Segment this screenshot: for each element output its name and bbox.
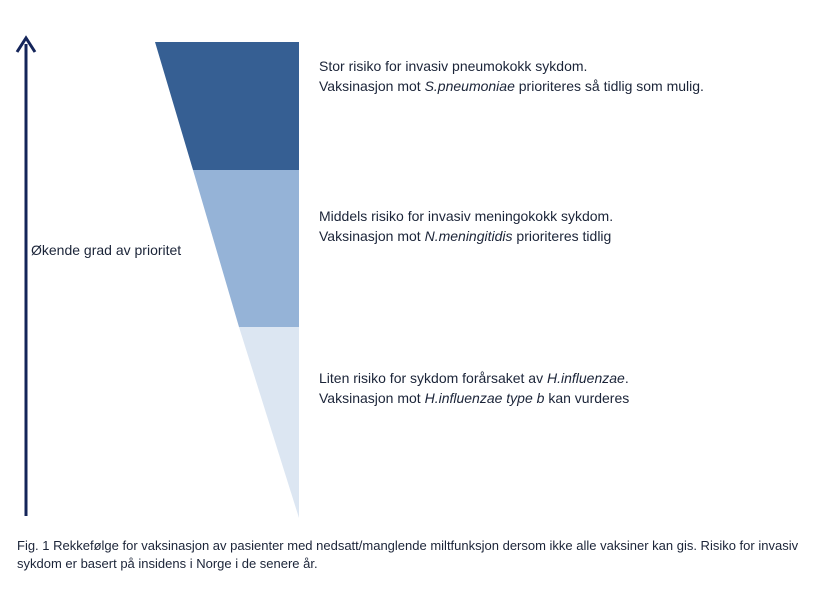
tier-low-band <box>239 327 299 518</box>
tier-medium-description <box>319 206 613 246</box>
tier-low-line2: Vaksinasjon mot H.influenzae type b kan vurderes <box>319 390 630 406</box>
tier-medium-line1: Middels risiko for invasiv meningokokk sykdom. <box>319 208 614 224</box>
tier-medium-band <box>193 170 299 327</box>
tier-medium-line2: Vaksinasjon mot N.meningitidis prioriteres tidlig <box>319 228 612 244</box>
tier-high-description <box>319 56 704 96</box>
tier-high-line1: Stor risiko for invasiv pneumokokk sykdom. <box>319 58 588 74</box>
tier-high-line2: Vaksinasjon mot S.pneumoniae prioriteres så tidlig som mulig. <box>319 78 704 94</box>
tier-high-band <box>155 42 299 170</box>
tier-low-line1: Liten risiko for sykdom forårsaket av H.influenzae. <box>319 370 629 386</box>
axis-label: Økende grad av prioritet <box>31 242 182 258</box>
tier-low-description <box>319 368 629 408</box>
figure-caption: Fig. 1 Rekkefølge for vaksinasjon av pasienter med nedsatt/manglende miltfunksjon dersom ikke alle vaksiner kan gis. Risiko for invasiv sykdom er basert på insidens i Norge i de senere år. <box>17 538 799 571</box>
